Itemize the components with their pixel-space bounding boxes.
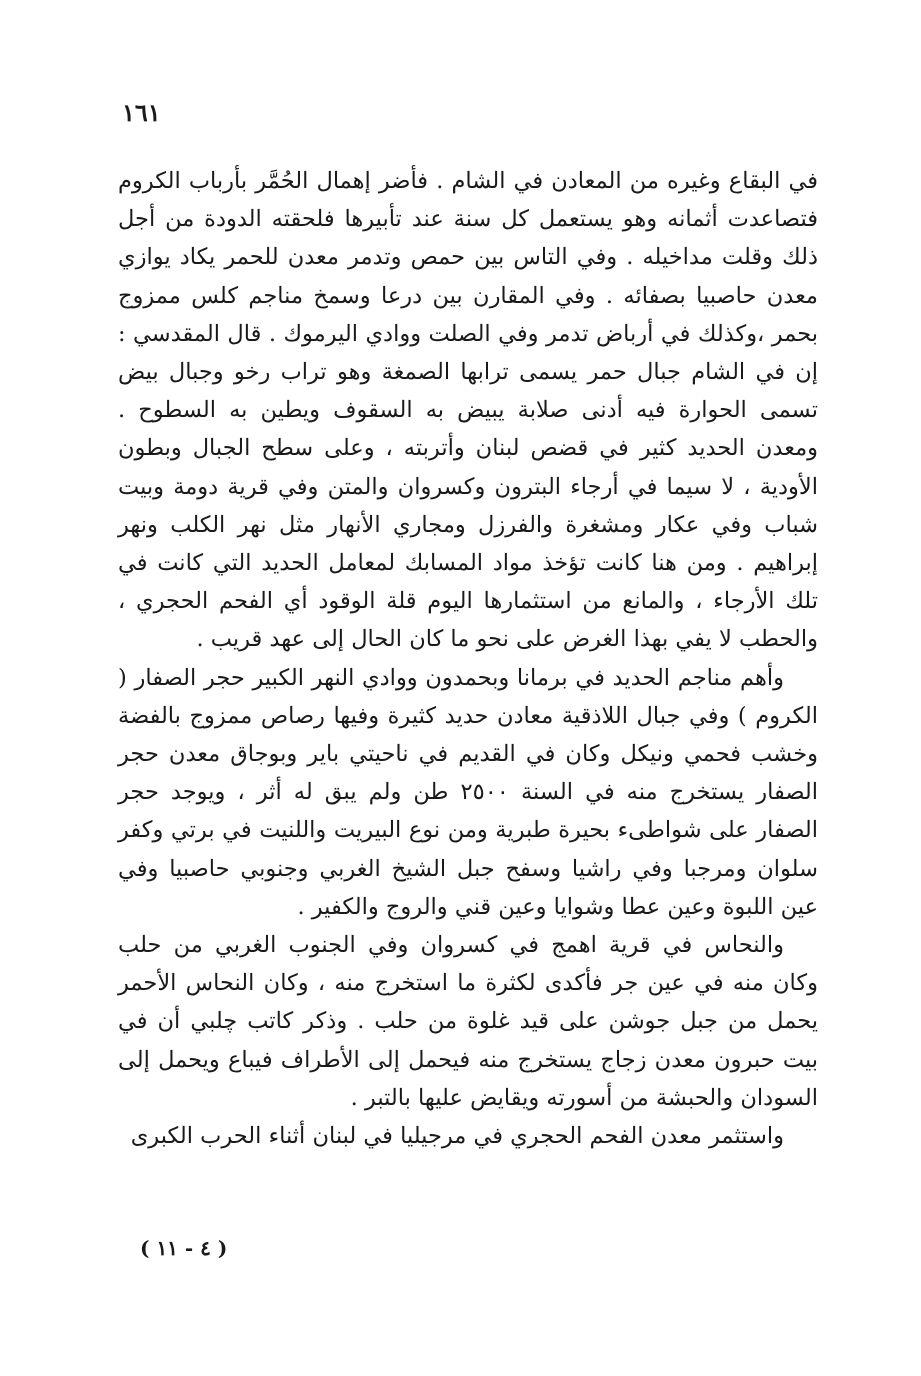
paragraph: في البقاع وغيره من المعادن في الشام . فأضر إهمال الحُمَّر بأرباب الكروم فتصاعدت أثمانه وهو يستعمل كل سنة عند تأبيرها فلحقته الدودة من أجل ذلك وقلت مداخيله . وفي التاس بين حمص وتدمر معدن للحمر يكاد يوازي معدن حاصبيا بصفائه . وفي المقارن بين درعا وسمخ مناجم كلس ممزوج بحمر ،وكذلك في أرباض تدمر وفي الصلت ووادي اليرموك . قال المقدسي : إن في الشام جبال حمر يسمى ترابها الصمغة وهو تراب رخو وجبال بيض تسمى الحوارة فيه أدنى صلابة يبيض به السقوف ويطين به السطوح . ومعدن الحديد كثير في قضص لبنان وأتربته ، وعلى سطح الجبال وبطون الأودية ، لا سيما في أرجاء البترون وكسروان والمتن وفي قرية دومة وبيت شباب وفي عكار ومشغرة والفرزل ومجاري الأنهار مثل نهر الكلب ونهر إبراهيم . ومن هنا كانت تؤخذ مواد المسابك لمعامل الحديد التي كانت في تلك الأرجاء ، والمانع من استثمارها اليوم قلة الوقود أي الفحم الحجري ، والحطب لا يفي بهذا الغرض على نحو ما كان الحال إلى عهد قريب .	[118, 168, 818, 653]
body-text	[118, 162, 818, 1155]
paragraph: وأهم مناجم الحديد في برمانا وبحمدون ووادي النهر الكبير حجر الصفار ( الكروم ) وفي جبال اللاذقية معادن حديد كثيرة وفيها رصاص ممزوج بالفضة وخشب فحمي ونيكل وكان في القديم في ناحيتي باير وبوجاق معدن حجر الصفار يستخرج منه في السنة ٢٥٠٠ طن ولم يبق له أثر ، ويوجد حجر الصفار على شواطىء بحيرة طبرية ومن نوع البيريت واللنيت في برتي وكفر سلوان ومرجبا وفي راشيا وسفح جبل الشيخ الغربي وجنوبي حاصبيا وفي عين اللبوة وعين عطا وشوايا وعين قني والروج والكفير .	[118, 664, 818, 920]
paragraph: والنحاس في قرية اهمج في كسروان وفي الجنوب الغربي من حلب وكان منه في عين جر فأكدى لكثرة ما استخرج منه ، وكان النحاس الأحمر يحمل من جبل جوشن على قيد غلوة من حلب . وذكر كاتب چلبي أن في بيت حبرون معدن زجاج يستخرج منه فيحمل إلى الأطراف فيباع ويحمل إلى السودان والحبشة من أسورته ويقايض عليها بالتبر .	[118, 932, 818, 1111]
signature-mark: ( ٤ - ١١ )	[140, 1236, 228, 1260]
paragraph: واستثمر معدن الفحم الحجري في مرجيليا في لبنان أثناء الحرب الكبرى	[130, 1123, 784, 1150]
page-number: ١٦١	[122, 98, 161, 127]
